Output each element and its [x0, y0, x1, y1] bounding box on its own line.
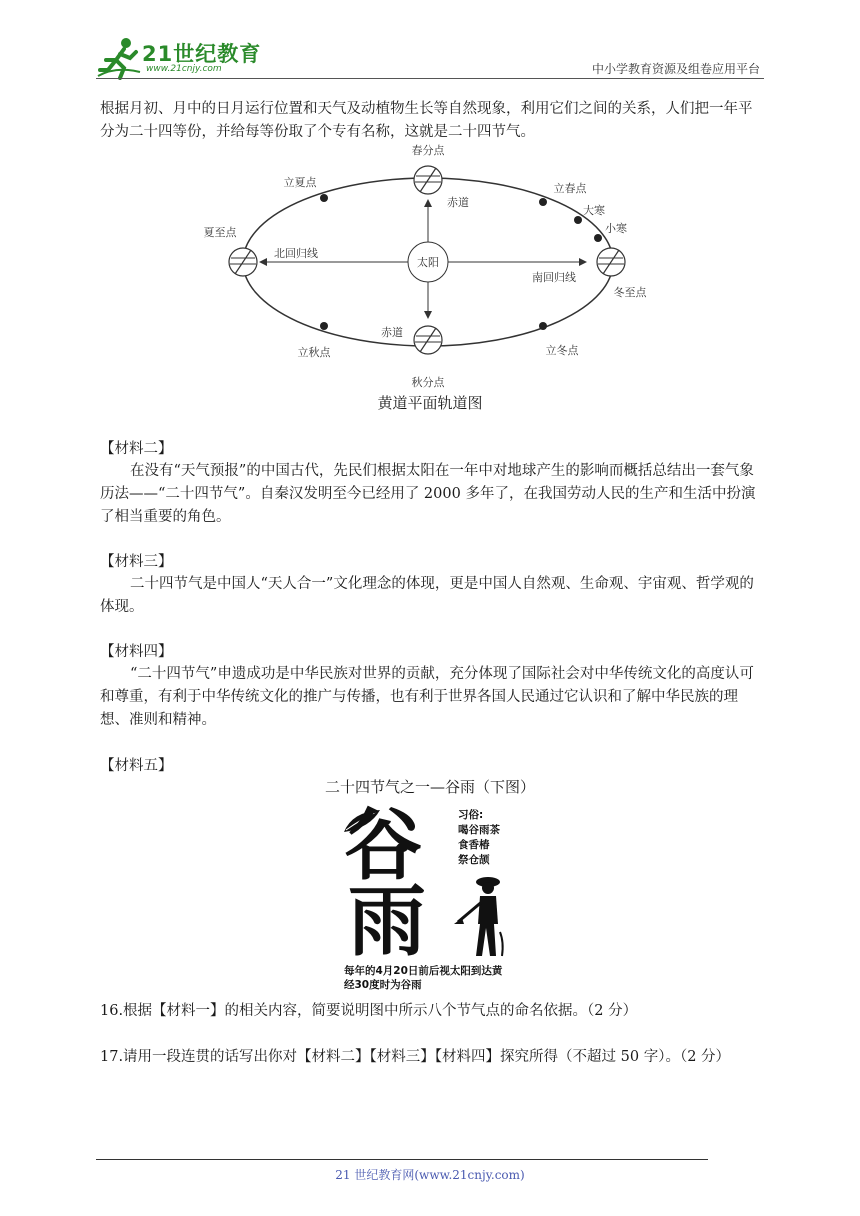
- lixia-dot: [320, 194, 328, 202]
- logo-text: 21世纪教育: [142, 42, 262, 66]
- customs-title: 习俗:: [458, 809, 484, 821]
- label-lichun: 立春点: [553, 182, 587, 195]
- lidong-dot: [539, 322, 547, 330]
- material2-heading: 【材料二】: [100, 441, 173, 457]
- label-nanhuiguixian: 南回归线: [532, 271, 576, 284]
- liqiu-dot: [320, 322, 328, 330]
- material2-body: 在没有“天气预报”的中国古代，先民们根据太阳在一年中对地球产生的影响而概括总结出一套气象历法——“二十四节气”。自秦汉发明至今已经用了 2000 多年了，在我国劳动人民的生产和生活中扮演了相当重要的角色。: [100, 463, 756, 525]
- label-dongzhi: 冬至点: [613, 286, 647, 299]
- farmer-icon: [454, 872, 514, 962]
- label-qiufen: 秋分点: [411, 376, 445, 389]
- guyu-note: [344, 964, 502, 992]
- question-17: 17.请用一段连贯的话写出你对【材料二】【材料三】【材料四】探究所得（不超过 50 字）。（2 分）: [100, 1049, 731, 1065]
- material3-body: 二十四节气是中国人“天人合一”文化理念的体现，更是中国人自然观、生命观、宇宙观、哲学观的体现。: [100, 576, 754, 615]
- label-chunfen: 春分点: [411, 144, 445, 157]
- label-lidong: 立冬点: [545, 344, 579, 357]
- label-lixia: 立夏点: [283, 176, 317, 189]
- guyu-poster: [340, 800, 530, 996]
- custom-item: 喝谷雨茶: [458, 824, 500, 836]
- earth-spring-icon: [414, 166, 442, 194]
- footer-divider: [96, 1159, 708, 1160]
- xiaohan-dot: [594, 234, 602, 242]
- platform-name: 中小学教育资源及组卷应用平台: [591, 62, 760, 76]
- ecliptic-orbit-diagram: [190, 140, 670, 392]
- label-chidao-top: 赤道: [447, 196, 469, 209]
- custom-item: 食香椿: [458, 839, 490, 851]
- label-dahan: 大寒: [583, 204, 605, 217]
- guyu-note-line2: 经30度时为谷雨: [344, 979, 422, 991]
- runner-logo-icon: [96, 36, 142, 80]
- sun-label: 太阳: [417, 256, 439, 269]
- label-beihuiguixian: 北回归线: [274, 247, 318, 260]
- footer-link[interactable]: 21 世纪教育网(www.21cnjy.com): [335, 1168, 525, 1182]
- label-xiazhi: 夏至点: [203, 226, 237, 239]
- material4-body: “二十四节气”申遗成功是中华民族对世界的贡献，充分体现了国际社会对中华传统文化的高度认可和尊重，有利于中华传统文化的推广与传播，也有利于世界各国人民通过它认识和了解中华民族的理想、准则和精神。: [100, 666, 754, 728]
- earth-winter-icon: [597, 248, 625, 276]
- site-logo: [96, 36, 262, 80]
- guyu-char-yu: 雨: [348, 877, 427, 967]
- custom-item: 祭仓颉: [458, 854, 490, 866]
- label-chidao-bottom: 赤道: [381, 326, 403, 339]
- guyu-caption: 二十四节气之一—谷雨（下图）: [324, 778, 535, 796]
- guyu-char-gu: 谷: [344, 801, 423, 891]
- question-16: 16.根据【材料一】的相关内容，简要说明图中所示八个节气点的命名依据。（2 分）: [100, 1003, 638, 1019]
- dahan-dot: [574, 216, 582, 224]
- lichun-dot: [539, 198, 547, 206]
- label-liqiu: 立秋点: [297, 346, 331, 359]
- material5-heading: 【材料五】: [100, 758, 173, 774]
- earth-autumn-icon: [414, 326, 442, 354]
- diagram-caption: 黄道平面轨道图: [377, 394, 483, 412]
- header-divider: [96, 78, 764, 79]
- logo-url: www.21cnjy.com: [146, 64, 222, 74]
- material4-heading: 【材料四】: [100, 644, 173, 660]
- customs-block: [458, 808, 500, 868]
- material3-heading: 【材料三】: [100, 554, 173, 570]
- label-xiaohan: 小寒: [605, 222, 627, 235]
- intro-paragraph: 根据月初、月中的日月运行位置和天气及动植物生长等自然现象，利用它们之间的关系，人们把一年平分为二十四等份，并给每等份取了个专有名称，这就是二十四节气。: [100, 101, 753, 140]
- earth-summer-icon: [229, 248, 257, 276]
- guyu-note-line1: 每年的4月20日前后视太阳到达黄: [344, 965, 503, 977]
